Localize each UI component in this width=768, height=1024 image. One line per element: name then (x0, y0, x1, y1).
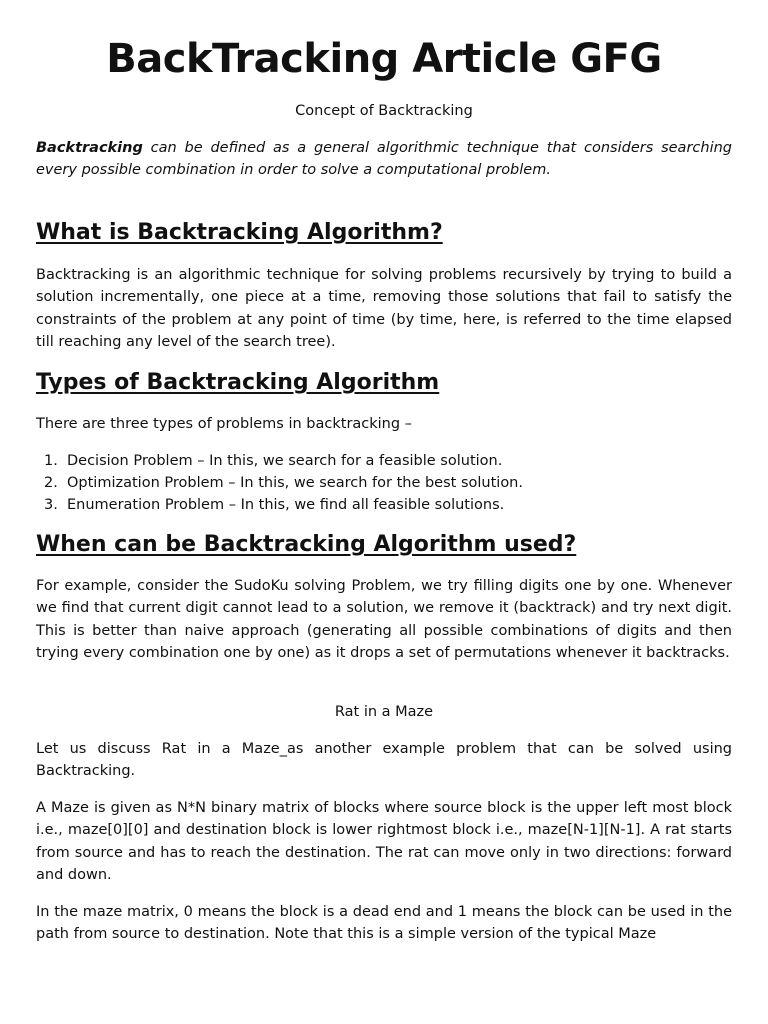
list-item-number: 2. (44, 475, 58, 491)
list-item (36, 472, 732, 494)
concept-caption: Concept of Backtracking (295, 103, 473, 119)
list-item (36, 450, 732, 472)
intro-bold-term: Backtracking (36, 140, 143, 156)
maze-paragraph-3: In the maze matrix, 0 means the block is a dead end and 1 means the block can be used in the path from source to destination. Note that this is a simple version of the typical Maze (36, 904, 732, 943)
types-intro-paragraph: There are three types of problems in backtracking – (36, 416, 412, 432)
intro-text: can be defined as a general algorithmic technique that considers searching every possible combination in order to solve a computational problem. (36, 140, 732, 179)
when-paragraph: For example, consider the SudoKu solving Problem, we try filling digits one by one. Whenever we find that current digit cannot lead to a solution, we remove it (backtrack) and try next digit. This is better than naive approach (generating all possible combinations of digits and then trying every combination one by one) as it drops a set of permutations whenever it backtracks. (36, 578, 732, 662)
maze-caption: Rat in a Maze (334, 704, 434, 720)
list-item-text: Enumeration Problem – In this, we find all feasible solutions. (67, 497, 505, 513)
list-item (36, 494, 732, 516)
list-item-text: Decision Problem – In this, we search for a feasible solution. (67, 453, 503, 469)
heading-what-is-backtracking: What is Backtracking Algorithm? (36, 220, 443, 245)
heading-when-to-use: When can be Backtracking Algorithm used? (36, 532, 577, 557)
list-item-text: Optimization Problem – In this, we search for the best solution. (67, 475, 523, 491)
intro-paragraph (36, 137, 732, 182)
list-item-number: 3. (44, 497, 58, 513)
list-item-number: 1. (44, 453, 58, 469)
types-list (36, 450, 732, 516)
maze-paragraph-1: Let us discuss Rat in a Maze_as another example problem that can be solved using Backtracking. (36, 741, 732, 780)
heading-types-of-backtracking: Types of Backtracking Algorithm (36, 370, 440, 395)
what-is-paragraph: Backtracking is an algorithmic technique for solving problems recursively by trying to build a solution incrementally, one piece at a time, removing those solutions that fail to satisfy the constraints of the problem at any point of time (by time, here, is referred to the time elapsed till reaching any level of the search tree). (36, 267, 732, 351)
maze-paragraph-2: A Maze is given as N*N binary matrix of blocks where source block is the upper left most block i.e., maze[0][0] and destination block is lower rightmost block i.e., maze[N-1][N-1]. A rat starts from source and has to reach the destination. The rat can move only in two directions: forward and down. (36, 800, 732, 884)
document-title: BackTracking Article GFG (106, 36, 662, 82)
